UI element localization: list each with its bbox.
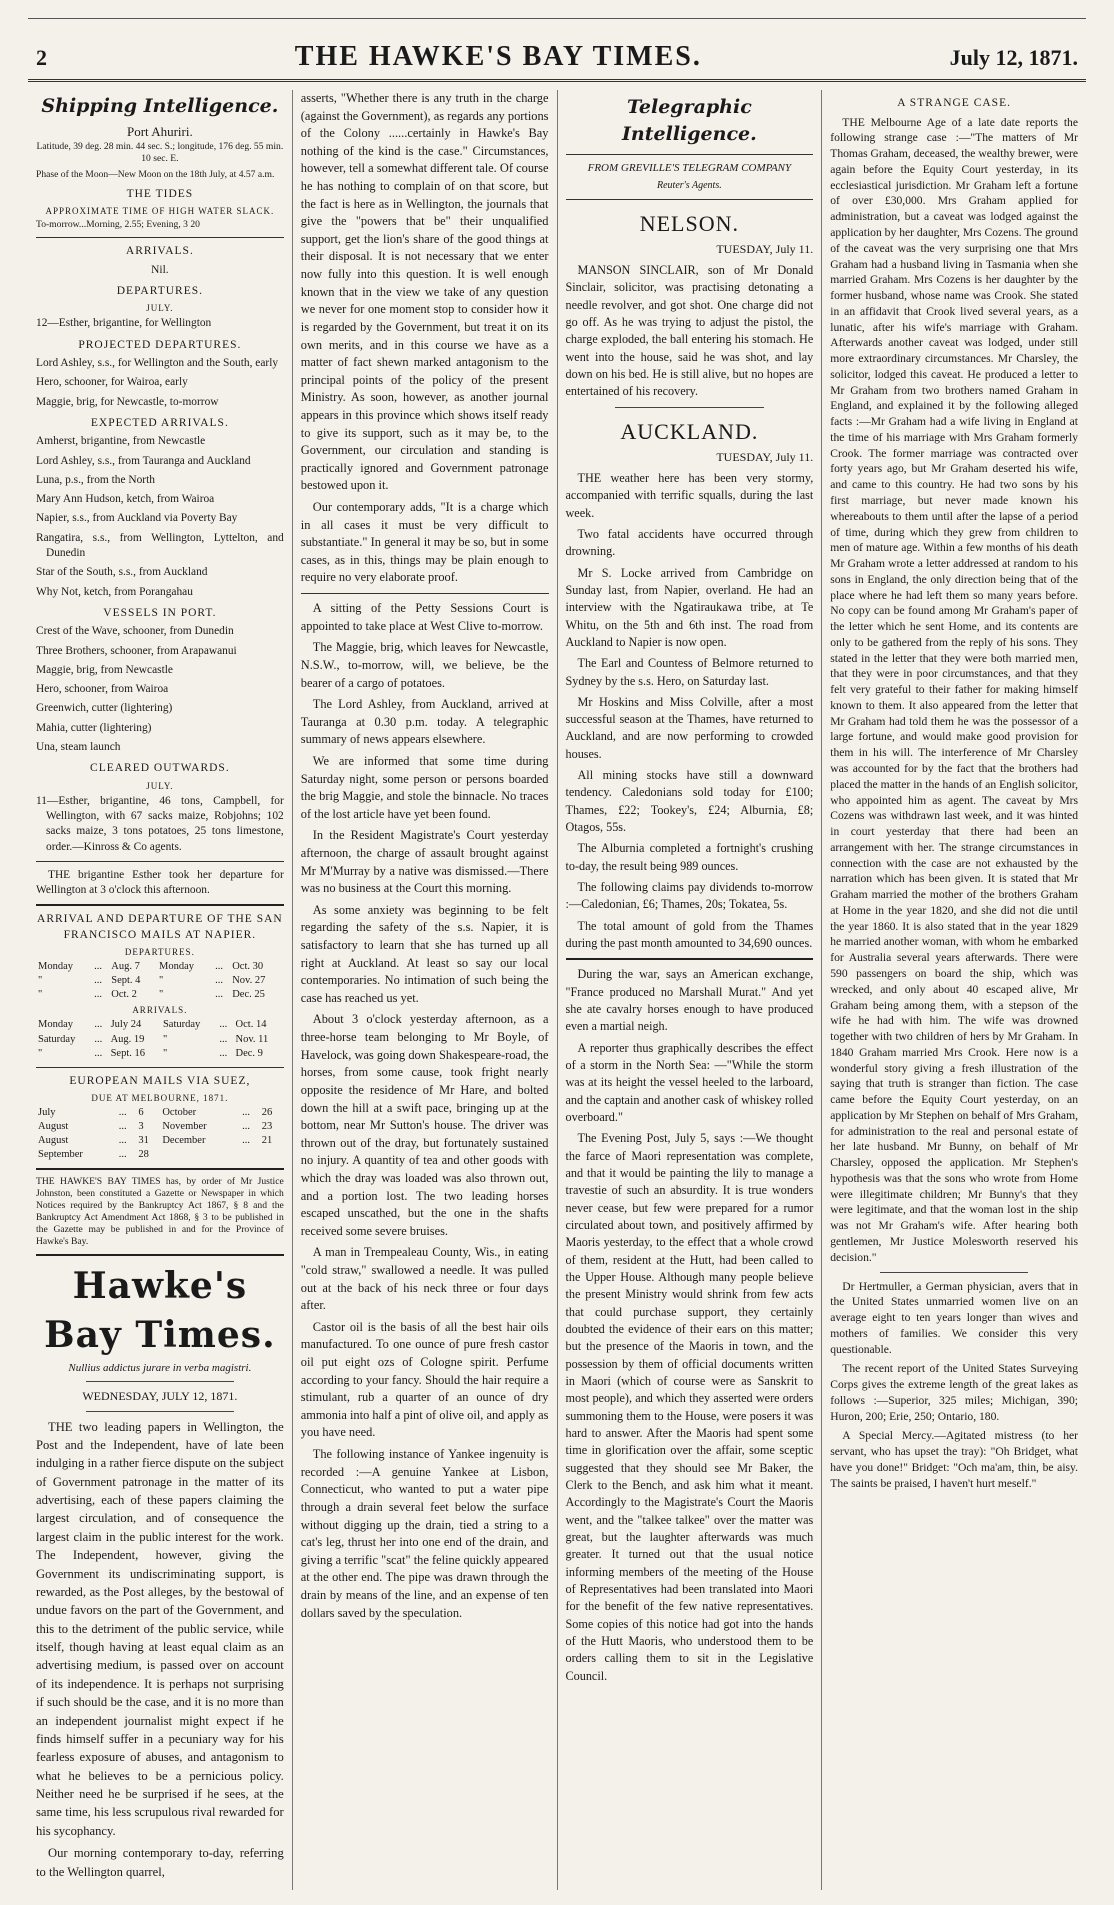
table-row (36, 988, 284, 1002)
arrivals-text: Nil. (151, 263, 169, 276)
projected-heading: PROJECTED DEPARTURES. (78, 338, 242, 351)
news-item: In the Resident Magistrate's Court yesterday afternoon, the charge of assault brought against Mr M'Murray by a native was dismissed.—There was no business at the Court this morning. (300, 828, 549, 896)
table-cell (260, 1148, 284, 1162)
table-cell: ... (118, 1149, 127, 1161)
nelson-date: TUESDAY, July 11. (716, 241, 814, 256)
table-cell: July (38, 1107, 56, 1119)
table-cell: November (162, 1121, 207, 1133)
column-3 (558, 90, 823, 1890)
list-item: Maggie, brig, for Newcastle, to-morrow (36, 395, 219, 408)
table-cell: Oct. 30 (232, 961, 264, 973)
auckland-item: All mining stocks have still a downward tendency. Caledonians sold today for £100; Thames, £22; Tookey's, £24; Alburnia, £8; Otagos, 55s. (565, 768, 814, 835)
table-cell: ... (94, 1047, 103, 1059)
news-item: Castor oil is the basis of all the best hair oils manufactured. To one ounce of pure fresh castor oil put eight ozs of Cologne spirit. Perfume according to your fancy. Should the hair require a stimulant, rub a quarter of an ounce of dry ammonia into half a pint of olive oil, and apply as you have need. (300, 1319, 549, 1440)
port-name: Port Ahuriri. (127, 124, 193, 140)
table-cell: 31 (138, 1135, 149, 1147)
table-cell: August (38, 1121, 69, 1133)
auckland-date: TUESDAY, July 11. (716, 449, 814, 464)
table-cell: " (162, 1033, 168, 1045)
table-cell: October (162, 1107, 197, 1119)
table-cell: Monday (38, 961, 73, 973)
table-cell: Saturday (162, 1019, 201, 1031)
divider (36, 1067, 284, 1068)
table-cell: September (38, 1149, 83, 1161)
table-cell: August (38, 1135, 69, 1147)
telegraphic-heading: Telegraphic Intelligence. (622, 96, 757, 145)
list-item: Mahia, cutter (lightering) (36, 721, 152, 734)
auckland-item: Mr Hoskins and Miss Colville, after a most successful season at the Thames, have returned to Auckland, and are now performing to crowded houses. (565, 694, 814, 761)
arrivals-heading: ARRIVALS. (125, 245, 194, 258)
table-cell: Sept. 16 (110, 1047, 145, 1059)
table-cell: 23 (261, 1121, 273, 1133)
news-item: The Evening Post, July 5, says :—We thought the farce of Maori representation was complete, and that it would be painting the lily to manage a travestie of such an absurdity. It is true wonders never cease, but few were prepared for a rumor circulated about town, and positively affirmed by Maoris yesterday, to the effect that a whole crowd of them, resident at the Hutt, had been called to the Upper House. Although many people believe the present Ministry would shrink from few acts that could purchase support, they certainly doubted the evidence of their ears on this matter; but the presence of the Maoris in town, and the possession by them of official documents written in Maori (which of course were as Sanskrit to most people), and which they asserted were orders summoning them to the House, were posers it was hard to answer. After the Maoris had spent some time in glorification over the affair, some sceptic suggested that they should see Mr Baker, the Clerk to the Bench, and ask him what it meant. Accordingly to the Magistrate's Court the Maoris went, and the "talkee talkee" over the matter was great, but the laughter afterwards was much greater. It turned out that the usual notice informing members of the meeting of the House of Representatives had been translated into Maori for the benefit of the few native representatives. Some copies of this notice had got into the hands of the Hutt Maoris, who understood them to be orders calling them to sit in the Legislative Council. (565, 1131, 814, 1683)
table-row (36, 1033, 284, 1047)
table-cell: " (38, 989, 43, 1001)
list-item: Why Not, ketch, from Porangahau (36, 585, 193, 598)
expected-list (36, 434, 284, 600)
table-cell: 26 (261, 1107, 273, 1119)
table-cell: " (38, 975, 43, 987)
list-item: Hero, schooner, for Wairoa, early (36, 376, 188, 389)
euro-mails-table (36, 1106, 284, 1162)
editorial-text: THE two leading papers in Wellington, the Post and the Independent, have of late been indulging in a rather fierce dispute on the subject of Government patronage in the matter of its advertising, each of these papers claiming the largest circulation, and of consequence the largest claim in the public interest for the work. The Independent, however, giving the Government its undiscriminating support, is rewarded, as the Post alleges, by the bestowal of undue favors on the part of the Government, and this to the detriment of the public service, while itself, though having at least equal claim as an advertising medium, is passed over on account of its independence. It is perhaps not surprising if such should be the case, and it is no more than an independent journalist might expect if he finds himself suffer in a pecuniary way for his fearless exposure of abuses, and antagonism to what he believes to be a pernicious policy. Neither need he be surprised if he sees, at the same time, his less scrupulous rival rewarded for his sycophancy. (36, 1419, 284, 1838)
nelson-heading: NELSON. (639, 210, 740, 236)
moon-phase: Phase of the Moon—New Moon on the 18th July, at 4.57 a.m. (36, 168, 275, 180)
divider (36, 861, 284, 862)
table-cell: ... (242, 1135, 251, 1147)
list-item: Three Brothers, schooner, from Arapawanui (36, 644, 237, 657)
table-cell: " (38, 1047, 43, 1059)
table-row (36, 1148, 284, 1162)
issue-dateline: WEDNESDAY, JULY 12, 1871. (82, 1389, 238, 1404)
table-cell: ... (215, 961, 223, 973)
table-cell: Dec. 25 (232, 989, 265, 1001)
table-cell: 3 (138, 1121, 144, 1133)
auckland-item: The total amount of gold from the Thames during the past month amounted to 34,690 ounces. (565, 918, 814, 951)
list-item: Amherst, brigantine, from Newcastle (36, 435, 206, 448)
nelson-text: MANSON SINCLAIR, son of Mr Donald Sinclair, solicitor, was practising detonating a needle revolver, and got shot. One charge did not go off. As he was trying to adjust the pistol, the charge exploded, the ball entering his stomach. He went into the house, said he was shot, and lay down on his bed. He is still alive, but no hopes are entertained of his recovery. (565, 263, 814, 399)
news-item: The recent report of the United States Surveying Corps gives the extreme length of the great lakes as follows :—Superior, 325 miles; Michigan, 390; Huron, 200; Erie, 250; Ontario, 180. (830, 1362, 1078, 1423)
table-cell: Monday (158, 961, 194, 973)
news-item: As some anxiety was beginning to be felt regarding the safety of the s.s. Napier, it is satisfactory to learn that she has turned up all right at Auckland. At least so say our local contemporaries. No intimation of such being the case has reached us yet. (300, 902, 549, 1005)
euro-mails-sub: DUE AT MELBOURNE, 1871. (91, 1093, 229, 1104)
mails-departures-table (36, 960, 284, 1002)
table-cell: ... (94, 1033, 103, 1045)
table-cell: Aug. 7 (111, 961, 140, 973)
article-paragraph: asserts, "Whether there is any truth in the charge (against the Government), as regards any portions of the Colony ......certainly in Hawke's Bay nothing of the kind is the case." Circumstances, however, tell a somewhat different tale. Of course he has nothing to complain of on that score, but the fact is here as in Wellington, the journals that give the "powers that be" their unqualified support, get the lion's share of the good things at their disposal. It is not necessary that we enter now fully into this question. It is well enough known that in the view we take of any question we never for one moment stop to consider how it is regarded by the Government, but treat it on its own merits, and in this course we have as a matter of fact shewn marked antagonism to the principal points of the policy of the present Ministry. As soon, however, as another journal appears in this province which shows itself ready to give its support, such as it may be, to the Government, our circulation and standing is practically ignored and Government patronage bestowed upon it. (300, 91, 549, 493)
auckland-item: The following claims pay dividends to-morrow :—Caledonian, £6; Thames, 20s; Tokatea, 5s. (565, 880, 814, 912)
departures-month: JULY. (146, 303, 174, 314)
mails-departures-label: DEPARTURES. (124, 947, 195, 958)
table-cell: " (158, 989, 164, 1001)
auckland-item: The Earl and Countess of Belmore returned to Sydney by the s.s. Hero, on Saturday last. (565, 656, 814, 688)
table-row (36, 1134, 284, 1148)
table-cell: ... (219, 1033, 228, 1045)
list-item: Rangatira, s.s., from Wellington, Lyttelton, and Dunedin (36, 531, 284, 560)
telegram-agents: Reuter's Agents. (657, 179, 722, 191)
table-cell: Dec. 9 (235, 1047, 263, 1059)
table-cell: 21 (261, 1135, 273, 1147)
latitude: Latitude, 39 deg. 28 min. 44 sec. S.; longitude, 176 deg. 55 min. 10 sec. E. (36, 140, 284, 164)
issue-date: July 12, 1871. (949, 45, 1078, 70)
table-cell: ... (94, 975, 103, 987)
column-2 (293, 90, 558, 1890)
table-cell: Saturday (38, 1033, 76, 1045)
table-cell: ... (118, 1121, 127, 1133)
table-cell: ... (242, 1107, 251, 1119)
cleared-month: JULY. (146, 780, 174, 791)
cleared-text: 11—Esther, brigantine, 46 tons, Campbell, for Wellington, with 67 sacks maize, Robjohns; 102 sacks maize, 3 tons potatoes, 25 tons limestone, order.—Kinross & Co agents. (36, 794, 284, 853)
table-cell: ... (94, 989, 103, 1001)
auckland-heading: AUCKLAND. (620, 418, 759, 444)
table-cell: 6 (138, 1107, 144, 1119)
list-item: Lord Ashley, s.s., for Wellington and the South, early (36, 357, 279, 370)
strange-case-heading: A STRANGE CASE. (897, 97, 1011, 109)
motto: Nullius addictus jurare in verba magistri. (68, 1361, 252, 1374)
table-row (36, 960, 284, 974)
departures-heading: DEPARTURES. (116, 284, 203, 297)
table-cell: December (162, 1135, 206, 1147)
table-cell: Monday (38, 1019, 73, 1031)
columns (28, 90, 1086, 1890)
list-item: Lord Ashley, s.s., from Tauranga and Auckland (36, 454, 251, 467)
table-cell: ... (215, 975, 223, 987)
table-row (36, 1106, 284, 1120)
editorial-text-2: Our morning contemporary to-day, referring to the Wellington quarrel, (36, 1846, 284, 1879)
news-item: The Lord Ashley, from Auckland, arrived at Tauranga at 0.30 p.m. today. A telegraphic summary of news appears elsewhere. (300, 697, 549, 747)
divider (301, 593, 549, 594)
divider (36, 1254, 284, 1256)
table-cell: Nov. 11 (235, 1033, 269, 1045)
news-item: Dr Hertmuller, a German physician, avers that in the United States unmarried women live on an average eight to ten years longer than wives and mothers of families. We consider this very questionable. (830, 1279, 1078, 1356)
list-item: Maggie, brig, from Newcastle (36, 663, 173, 676)
news-item: A Special Mercy.—Agitated mistress (to her servant, who has upset the tray): "Oh Bridget, what have you done!" Bridget: "Och ma'am, thin, be aisy. The saints be praised, I haven't hurt meself." (830, 1429, 1078, 1490)
news-item: A man in Trempealeau County, Wis., in eating "cold straw," swallowed a needle. It was pulled out at the back of his neck three or four days after. (300, 1245, 549, 1313)
news-item: During the war, says an American exchange, "France produced no Marshall Murat." And yet she ate cavalry horses enough to have produced even a martial neigh. (565, 967, 814, 1034)
list-item: Greenwich, cutter (lightering) (36, 702, 173, 715)
expected-heading: EXPECTED ARRIVALS. (90, 416, 229, 429)
divider (36, 237, 284, 238)
mails-arrivals-label: ARRIVALS. (132, 1005, 188, 1016)
divider (86, 1381, 235, 1382)
table-cell (160, 1148, 240, 1162)
list-item: Napier, s.s., from Auckland via Poverty Bay (36, 512, 238, 525)
news-item: A reporter thus graphically describes the effect of a storm in the North Sea: —"While the storm was at its height the vessel heeled to the larboard, and the captain and another cask of whiskey rolled overboard." (565, 1040, 814, 1125)
list-item: Hero, schooner, from Wairoa (36, 683, 169, 696)
tides-heading: THE TIDES (126, 187, 194, 200)
table-cell: ... (118, 1135, 127, 1147)
esther-note: THE brigantine Esther took her departure for Wellington at 3 o'clock this afternoon. (36, 868, 284, 897)
divider (86, 1411, 235, 1412)
list-item: Mary Ann Hudson, ketch, from Wairoa (36, 493, 215, 506)
departures-text: 12—Esther, brigantine, for Wellington (36, 317, 212, 330)
divider (566, 154, 814, 155)
table-cell: " (158, 975, 164, 987)
divider (880, 1272, 1029, 1273)
auckland-item: The Alburnia completed a fortnight's crushing to-day, the result being 989 ounces. (565, 841, 814, 873)
news-item: The Maggie, brig, which leaves for Newcastle, N.S.W., to-morrow, will, we believe, be the bearer of a cargo of potatoes. (300, 640, 549, 690)
euro-mails-heading: EUROPEAN MAILS VIA SUEZ, (69, 1074, 251, 1087)
table-cell: Sept. 4 (111, 975, 141, 987)
table-cell: ... (215, 989, 223, 1001)
news-item: We are informed that some time during Saturday night, some person or persons boarded the brig Maggie, and stole the binnacle. No traces of the lost article have yet been found. (300, 753, 549, 821)
table-cell: ... (118, 1107, 127, 1119)
auckland-item: Two fatal accidents have occurred through drowning. (565, 526, 814, 559)
table-row (36, 1120, 284, 1134)
divider (615, 407, 764, 408)
list-item: Luna, p.s., from the North (36, 473, 155, 486)
table-cell: Oct. 2 (111, 989, 137, 1001)
vessels-heading: VESSELS IN PORT. (103, 606, 217, 619)
page-number: 2 (36, 45, 47, 70)
tides-subheading: APPROXIMATE TIME OF HIGH WATER SLACK. (45, 206, 275, 217)
list-item: Crest of the Wave, schooner, from Dunedin (36, 625, 234, 638)
newspaper-title: THE HAWKE'S BAY TIMES. (294, 41, 702, 72)
divider (36, 904, 284, 906)
article-paragraph: Our contemporary adds, "It is a charge which in all cases it must be very difficult to substantiate." In general it may be so, but in some cases, as in this, things may be plain enough to require no very elaborate proof. (300, 500, 549, 585)
table-row (36, 1018, 284, 1032)
table-cell: ... (219, 1019, 228, 1031)
masthead (28, 18, 1086, 82)
table-cell: 28 (138, 1149, 149, 1161)
vessels-list (36, 624, 284, 755)
table-cell: ... (94, 961, 103, 973)
divider (36, 1168, 284, 1170)
shipping-heading: Shipping Intelligence. (41, 95, 279, 117)
auckland-item: Mr S. Locke arrived from Cambridge on Sunday last, from Napier, overland. He had an interview with the Ngatiraukawa tribe, at Te Whitu, on the 5th and 6th inst. The road from Auckland to Napier is now open. (565, 565, 814, 649)
projected-list (36, 356, 284, 410)
column-4 (822, 90, 1086, 1890)
table-cell: ... (219, 1047, 228, 1059)
table-cell: ... (242, 1121, 251, 1133)
table-row (36, 1047, 284, 1061)
table-cell (240, 1148, 260, 1162)
table-cell: ... (94, 1019, 103, 1031)
divider (566, 958, 814, 960)
cleared-heading: CLEARED OUTWARDS. (90, 762, 230, 775)
column-1 (28, 90, 293, 1890)
news-item: About 3 o'clock yesterday afternoon, as a three-horse team belonging to Mr Boyle, of Havelock, was going down Shakespeare-road, the horses, from some cause, took fright nearly opposite the residence of Mr Hare, and bolted down the hill at a swift pace, bringing up at the bottom, near Mr Sutton's house. The driver was thrown out of the dray, but fortunately sustained no injury. A quantity of tea and other goods with which the dray was loaded was also thrown out, and a portion lost. The two leading horses escaped unscathed, but the one in the shafts received some severe bruises. (300, 1012, 549, 1238)
divider (566, 199, 814, 200)
tides-times: To-morrow...Morning, 2.55; Evening, 3 20 (36, 219, 200, 231)
table-cell: Oct. 14 (235, 1019, 267, 1031)
table-cell: Aug. 19 (110, 1033, 145, 1045)
table-row (36, 974, 284, 988)
mails-heading: ARRIVAL AND DEPARTURE OF THE SAN FRANCISCO MAILS AT NAPIER. (37, 913, 283, 941)
table-cell: Nov. 27 (232, 975, 266, 987)
news-item: The following instance of Yankee ingenuity is recorded :—A genuine Yankee at Lisbon, Connecticut, who wanted to put a water pipe through a drain several feet below the surface without digging up the drain, tied a string to a cat's leg, thrust her into one end of the drain, and giving a terrific "scat" the feline quickly appeared at the other end. The pipe was drawn through the drain by means of the line, and an expense of ten dollars saved by the speculation. (300, 1447, 549, 1620)
list-item: Star of the South, s.s., from Auckland (36, 566, 208, 579)
news-item: A sitting of the Petty Sessions Court is appointed to take place at West Clive to-morrow. (300, 601, 549, 633)
list-item: Una, steam launch (36, 740, 121, 753)
auckland-item: THE weather here has been very stormy, accompanied with terrific squalls, during the last week. (565, 470, 814, 520)
paper-title: Hawke's Bay Times. (44, 1265, 276, 1356)
table-cell: July 24 (110, 1019, 142, 1031)
strange-case-text: THE Melbourne Age of a late date reports the following strange case :—"The matters of Mr Thomas Graham, deceased, the wealthy brewer, were again before the Equity Court yesterday, in its ecclesiastical jurisdiction. Mr Graham left a fortune of over £30,000. Mrs Graham applied for administration, but a caveat was lodged against the application by her daughter, Mrs Cozens. The ground of the caveat was the very surprising one that Mrs Graham had a husband living in Tasmania when she married Graham. Mrs Cozens is her daughter by the former husband, whose name was Crook. She stated in an affidavit that Crook lived several years, as a lunatic, after his wife's marriage with Graham. Afterwards another caveat was lodged, under still more extraordinary circumstances. Mr Charsley, the solicitor, lodged this caveat. He produced a letter to Mr Graham from two brothers named Graham in England, and explained it by the following alleged facts :—Mr Graham had a wife living in England at the time of his marriage with Mrs Graham formerly Crook. The former marriage was contracted over forty years ago, but Mr Graham deserted his wife, and came to this country. He had two sons by his first marriage, but never made known his whereabouts to them until after the lapse of a period of time, during which they grew from children to men of mature age. Within a few months of his death Mr Graham wrote a letter addressed at random to his sons in England, the only direction being that of the place where he had left them so many years before. No copy can be found among Mr Graham's paper of the letter which he sent Home, and its contents are only to be gathered from the reply of his sons. They stated in the letter that they were both married men, that they were in poor circumstances, and that they felt very grateful to their father for making himself known to them. It also appeared from the letter that Mr Graham had told them he was the possessor of a large fortune, and would make good provision for them in his will. The interference of Mr Charsley was accounted for by the fact that the brothers had placed the matter in the hands of an English solicitor, who appointed him as agent. The caveat by Mrs Cozens was withdrawn last week, and it was hinted in court yesterday that there had been an arrangement with her. The strange circumstances in connection with the case are not exhausted by the narration which has been given. It is stated that Mr Graham married the mother of the brothers Graham at Home in the year 1820, and she did not die until the year 1860. It is also stated that in the year 1829 he married another woman, with whom he embarked for Australia several years afterwards. There were 590 passengers on board the ship, which was wrecked, and only about 40 escaped alive, Mr Graham being among them, with a stepson of the wife he had with him. The wife was drowned together with two children of hers by Mr Graham. In 1840 Graham married Mrs Crook. Here now is a wonderful story giving a fresh illustration of the saying that truth is stranger than fiction. The case came before the Equity Court yesterday, on an application by Mr Stephen on behalf of Mrs Graham, for administration to the real and personal estate of her late husband. Mr Bunny, on behalf of Mr Charsley, opposed the application. Mr Stephen's hypothesis was that the sons who wrote from Home were illegitimate children; Mr Bunny's that they were legitimate, and that the woman lost in the ship was not Mr Graham's wife. After hearing both gentlemen, Mr Justice Molesworth reserved his decision." (830, 115, 1078, 1264)
table-cell: " (162, 1047, 168, 1059)
telegram-source: FROM GREVILLE'S TELEGRAM COMPANY (587, 161, 792, 174)
gazette-notice: THE HAWKE'S BAY TIMES has, by order of Mr Justice Johnston, been constituted a Gazette or Newspaper in which Notices required by the Bankruptcy Act 1867, § 8 and the Bankruptcy Act Amendment Act 1868, § 3 to be published in the Gazette may be published in and for the Province of Hawke's Bay. (36, 1176, 284, 1248)
mails-arrivals-table (36, 1018, 284, 1060)
